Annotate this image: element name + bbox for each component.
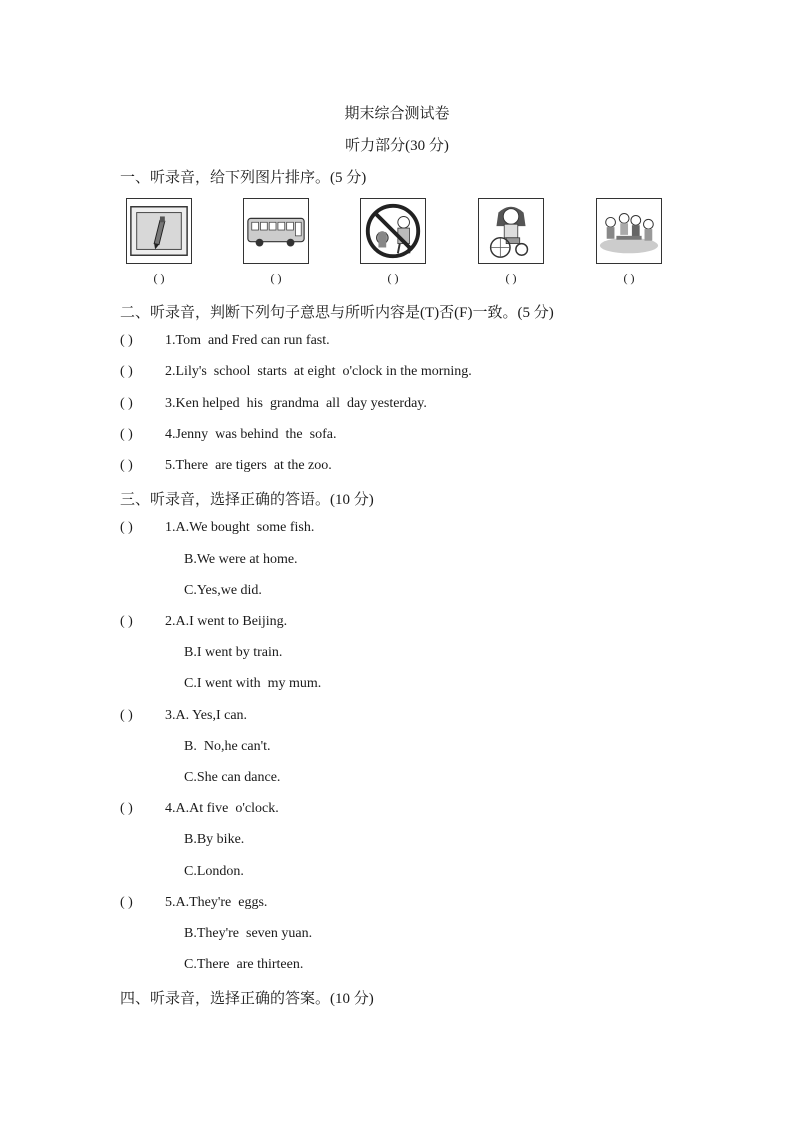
question-5-option-c: C.There are thirteen. xyxy=(184,957,304,972)
answer-blank[interactable]: ( ) xyxy=(120,458,133,473)
statement-4: 4.Jenny was behind the sofa. xyxy=(165,427,337,442)
answer-blank[interactable]: ( ) xyxy=(120,333,133,348)
answer-blank[interactable]: ( ) xyxy=(120,364,133,379)
question-5-option-a: 5.A.They're eggs. xyxy=(165,895,268,910)
question-4-option-a: 4.A.At five o'clock. xyxy=(165,801,279,816)
picture-answer-blank-1[interactable]: ( ) xyxy=(153,271,165,285)
question-2-option-a: 2.A.I went to Beijing. xyxy=(165,614,288,629)
question-1-option-c: C.Yes,we did. xyxy=(184,583,262,598)
picture-answer-blank-4[interactable]: ( ) xyxy=(505,271,517,285)
pencil-case-icon xyxy=(126,198,192,264)
answer-blank[interactable]: ( ) xyxy=(120,520,133,535)
picture-answer-blank-3[interactable]: ( ) xyxy=(387,271,399,285)
bus-icon xyxy=(243,198,309,264)
section4-heading: 四、听录音，选择正确的答案。(10 分) xyxy=(120,991,374,1007)
question-1-option-a: 1.A.We bought some fish. xyxy=(165,520,315,535)
no-littering-sign-icon xyxy=(360,198,426,264)
section1-heading: 一、听录音，给下列图片排序。(5 分) xyxy=(120,170,367,186)
children-group-icon xyxy=(596,198,662,264)
answer-blank[interactable]: ( ) xyxy=(120,427,133,442)
question-3-option-b: B. No,he can't. xyxy=(184,739,271,754)
picture-answer-blank-2[interactable]: ( ) xyxy=(270,271,282,285)
statement-5: 5.There are tigers at the zoo. xyxy=(165,458,332,473)
section3-heading: 三、听录音，选择正确的答语。(10 分) xyxy=(120,492,374,508)
girl-wheelchair-icon xyxy=(478,198,544,264)
answer-blank[interactable]: ( ) xyxy=(120,396,133,411)
question-2-option-b: B.I went by train. xyxy=(184,645,283,660)
question-3-option-a: 3.A. Yes,I can. xyxy=(165,708,248,723)
picture-answer-blank-5[interactable]: ( ) xyxy=(623,271,635,285)
statement-2: 2.Lily's school starts at eight o'clock in the morning. xyxy=(165,364,472,379)
answer-blank[interactable]: ( ) xyxy=(120,614,133,629)
statement-3: 3.Ken helped his grandma all day yesterday. xyxy=(165,396,427,411)
question-2-option-c: C.I went with my mum. xyxy=(184,676,322,691)
page-title: 期末综合测试卷 xyxy=(344,106,450,122)
statement-1: 1.Tom and Fred can run fast. xyxy=(165,333,330,348)
page-subtitle: 听力部分(30 分) xyxy=(345,138,449,154)
question-4-option-b: B.By bike. xyxy=(184,832,245,847)
answer-blank[interactable]: ( ) xyxy=(120,708,133,723)
answer-blank[interactable]: ( ) xyxy=(120,801,133,816)
question-4-option-c: C.London. xyxy=(184,864,244,879)
section2-heading: 二、听录音，判断下列句子意思与所听内容是(T)否(F)一致。(5 分) xyxy=(120,305,554,321)
answer-blank[interactable]: ( ) xyxy=(120,895,133,910)
question-1-option-b: B.We were at home. xyxy=(184,552,298,567)
question-3-option-c: C.She can dance. xyxy=(184,770,281,785)
question-5-option-b: B.They're seven yuan. xyxy=(184,926,313,941)
